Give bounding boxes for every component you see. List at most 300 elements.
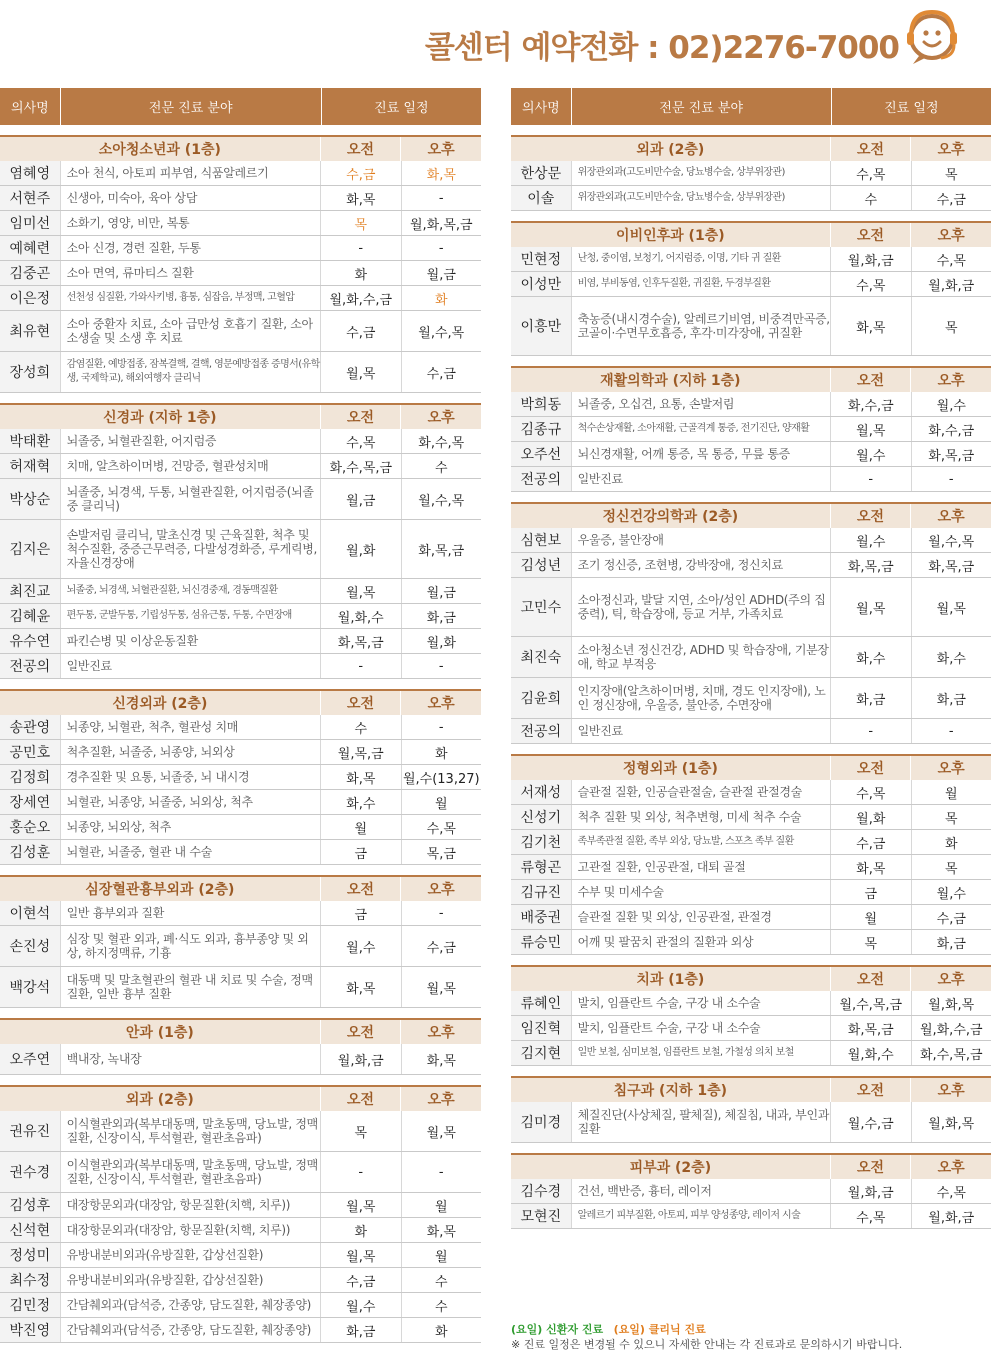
department-section	[511, 965, 991, 1066]
department-section	[511, 502, 991, 744]
doctor-row	[0, 1111, 481, 1152]
specialty-text: 슬관절 질환 및 외상, 인공관절, 관절경	[572, 905, 831, 929]
doctor-name[interactable]: 전공의	[511, 467, 572, 491]
doctor-name[interactable]: 이성만	[511, 272, 572, 296]
am-schedule: -	[321, 236, 402, 260]
doctor-name[interactable]: 최진숙	[511, 637, 572, 677]
doctor-row	[0, 311, 481, 352]
pm-schedule: 화,목,금	[418, 543, 465, 559]
am-schedule: 수,목	[831, 780, 912, 804]
specialty-text: 백내장, 녹내장	[61, 1044, 321, 1074]
am-schedule: 화	[321, 261, 402, 285]
doctor-name[interactable]: 권수경	[0, 1152, 61, 1192]
specialty-text: 경추질환 및 요통, 뇌졸중, 뇌 내시경	[61, 765, 321, 789]
doctor-row	[0, 815, 481, 840]
specialty-text: 소화기, 영양, 비만, 복통	[61, 211, 321, 235]
pm-schedule: 목,금	[426, 846, 456, 862]
am-schedule: 수	[831, 186, 912, 210]
specialty-text: 간담췌외과(담석증, 간종양, 담도질환, 췌장종양)	[61, 1318, 321, 1342]
am-label: 오전	[831, 368, 912, 392]
doctor-name[interactable]: 임진혁	[511, 1016, 572, 1040]
specialty-text: 이식혈관외과(복부대동맥, 말초동맥, 당뇨발, 정맥질환, 신장이식, 투석혈관, 혈관초음파)	[61, 1152, 321, 1192]
pm-schedule: 화	[434, 1324, 448, 1340]
doctor-name[interactable]: 장성희	[0, 352, 61, 392]
doctor-name[interactable]: 김성후	[0, 1193, 61, 1217]
specialty-text: 위장관외과(고도비만수술, 당뇨병수술, 상부위장관)	[572, 186, 831, 210]
department-title: 재활의학과 (지하 1층)	[511, 368, 831, 392]
am-schedule: 월,금	[321, 479, 402, 519]
am-schedule: 월,목	[321, 1193, 402, 1217]
pm-schedule: 월,목	[426, 981, 456, 997]
doctor-name[interactable]: 홍순오	[0, 815, 61, 839]
pm-schedule: 월,금	[426, 585, 456, 601]
pm-schedule: 월,목	[426, 1125, 456, 1141]
department-header	[511, 366, 991, 392]
am-schedule: 화,수	[321, 790, 402, 814]
doctor-row	[511, 805, 991, 830]
doctor-name[interactable]: 최수정	[0, 1268, 61, 1292]
specialty-text: 뇌종양, 뇌외상, 척추	[61, 815, 321, 839]
pm-schedule: 화,금	[936, 936, 966, 952]
specialty-text: 편두통, 군발두통, 기립성두통, 섬유근통, 두통, 수면장애	[61, 604, 321, 628]
pm-schedule: 목	[944, 811, 958, 827]
specialty-text: 척추 질환 및 외상, 척추변형, 미세 척추 수술	[572, 805, 831, 829]
doctor-name[interactable]: 송관영	[0, 715, 61, 739]
pm-label: 오후	[937, 509, 965, 525]
doctor-name[interactable]: 최진교	[0, 579, 61, 603]
header-schedule: 진료 일정	[884, 101, 939, 116]
am-schedule: 월,화,금	[321, 1044, 402, 1074]
legend	[511, 1322, 902, 1352]
specialty-text: 신생아, 미숙아, 육아 상담	[61, 186, 321, 210]
table-header-left	[0, 88, 481, 125]
pm-schedule: 월,화,금	[928, 1210, 975, 1226]
specialty-text: 조기 정신증, 조현병, 강박장애, 정신치료	[572, 553, 831, 577]
am-label: 오전	[831, 1078, 912, 1102]
doctor-row	[0, 520, 481, 579]
pm-schedule: 월,수,목	[418, 325, 465, 341]
department-title: 심장혈관흉부외과 (2층)	[0, 877, 321, 901]
doctor-name[interactable]: 권유진	[0, 1111, 61, 1151]
doctor-row	[511, 186, 991, 211]
specialty-text: 우울증, 불안장애	[572, 528, 831, 552]
doctor-name[interactable]: 오주선	[511, 442, 572, 466]
doctor-row	[0, 286, 481, 311]
pm-schedule: 월,수	[936, 398, 966, 414]
doctor-row	[511, 905, 991, 930]
am-schedule: 월,목	[321, 1243, 402, 1267]
pm-schedule: 수,목	[936, 253, 966, 269]
specialty-text: 소아정신과, 발달 지연, 소아/성인 ADHD(주의 집중력), 틱, 학습장애, 등교 거부, 가족치료	[572, 578, 831, 636]
am-schedule: 금	[321, 901, 402, 925]
specialty-text: 소아 신경, 경련 질환, 두통	[61, 236, 321, 260]
am-schedule: 목	[321, 1111, 402, 1151]
pm-schedule: 월,수	[936, 886, 966, 902]
am-schedule: 화,수,목,금	[321, 454, 402, 478]
am-schedule: 월,화,수	[321, 604, 402, 628]
specialty-text: 어깨 및 팔꿈치 관절의 질환과 외상	[572, 930, 831, 954]
pm-schedule: 월	[434, 796, 448, 812]
doctor-name[interactable]: 김지은	[0, 520, 61, 578]
am-schedule: 화,목	[831, 855, 912, 879]
pm-schedule: 월,수,목	[418, 493, 465, 509]
pm-schedule: 월	[944, 786, 958, 802]
am-label: 오전	[831, 223, 912, 247]
specialty-text: 뇌혈관, 뇌종양, 뇌졸중, 뇌외상, 척추	[61, 790, 321, 814]
specialty-text: 대장항문외과(대장암, 항문질환(치핵, 치루))	[61, 1193, 321, 1217]
am-schedule: 화,목	[321, 765, 402, 789]
doctor-row	[0, 740, 481, 765]
doctor-name[interactable]: 서재성	[511, 780, 572, 804]
pm-schedule: 월,수(13,27)	[402, 771, 480, 787]
header-schedule: 진료 일정	[374, 101, 429, 116]
department-header	[0, 875, 481, 901]
am-label: 오전	[831, 137, 912, 161]
specialty-text: 축농증(내시경수술), 알레르기비염, 비중격만곡증, 코골이·수면무호흡증, 후각·미각장애, 귀질환	[572, 297, 831, 355]
pm-schedule: 월,화,목,금	[409, 217, 473, 233]
doctor-name[interactable]: 모현진	[511, 1204, 572, 1228]
am-schedule: 화,목,금	[321, 629, 402, 653]
doctor-name[interactable]: 최유현	[0, 311, 61, 351]
header-specialty: 전문 진료 분야	[572, 88, 832, 125]
am-schedule: 목	[321, 211, 402, 235]
department-section	[511, 366, 991, 492]
pm-schedule: 월,화,목	[928, 1116, 975, 1132]
doctor-row	[511, 930, 991, 955]
doctor-name[interactable]: 심현보	[511, 528, 572, 552]
specialty-text: 이식혈관외과(복부대동맥, 말초동맥, 당뇨발, 정맥질환, 신장이식, 투석혈관, 혈관초음파)	[61, 1111, 321, 1151]
legend-clinic: (요일) 클리닉 진료	[613, 1323, 706, 1336]
doctor-name[interactable]: 이은정	[0, 286, 61, 310]
doctor-row	[511, 417, 991, 442]
doctor-name[interactable]: 이현석	[0, 901, 61, 925]
doctor-row	[0, 352, 481, 393]
pm-schedule: 수,목	[936, 1185, 966, 1201]
specialty-text: 파킨슨병 및 이상운동질환	[61, 629, 321, 653]
doctor-name[interactable]: 김성훈	[0, 840, 61, 864]
pm-schedule: 수,금	[426, 366, 456, 382]
department-header	[0, 1018, 481, 1044]
pm-schedule: -	[438, 240, 444, 256]
doctor-name[interactable]: 이흥만	[511, 297, 572, 355]
specialty-text: 대장항문외과(대장암, 항문질환(치핵, 치루))	[61, 1218, 321, 1242]
doctor-row	[511, 637, 991, 678]
am-schedule: 화,수	[831, 637, 912, 677]
pm-schedule: 화,목	[426, 1224, 456, 1240]
department-header	[0, 689, 481, 715]
pm-schedule: 수	[434, 1274, 448, 1290]
doctor-name[interactable]: 김규진	[511, 880, 572, 904]
legend-new-patient: (요일) 신환자 진료	[511, 1323, 604, 1336]
am-label: 오전	[831, 756, 912, 780]
pm-schedule: -	[438, 719, 444, 735]
pm-label: 오후	[937, 373, 965, 389]
pm-label: 오후	[427, 882, 455, 898]
doctor-name[interactable]: 한상문	[511, 161, 572, 185]
doctor-row	[511, 578, 991, 637]
pm-schedule: -	[438, 1164, 444, 1180]
am-schedule: 수,목	[831, 161, 912, 185]
doctor-row	[511, 991, 991, 1016]
specialty-text: 뇌신경재활, 어깨 통증, 목 통증, 무릎 통증	[572, 442, 831, 466]
am-schedule: 월,수,목,금	[831, 991, 912, 1015]
doctor-row	[0, 629, 481, 654]
doctor-name[interactable]: 김민정	[0, 1293, 61, 1317]
am-schedule: 화	[321, 1218, 402, 1242]
am-schedule: -	[831, 467, 912, 491]
doctor-name[interactable]: 류승민	[511, 930, 572, 954]
specialty-text: 건선, 백반증, 흉터, 레이저	[572, 1179, 831, 1203]
department-section	[0, 1018, 481, 1075]
doctor-row	[0, 790, 481, 815]
doctor-row	[0, 1152, 481, 1193]
pm-schedule: 월,화	[426, 635, 456, 651]
doctor-row	[511, 297, 991, 356]
department-header	[0, 1085, 481, 1111]
doctor-name[interactable]: 류형곤	[511, 855, 572, 879]
am-schedule: 금	[321, 840, 402, 864]
specialty-text: 뇌졸중, 오십견, 요통, 손발저림	[572, 392, 831, 416]
am-schedule: 월,수	[831, 442, 912, 466]
doctor-row	[511, 855, 991, 880]
department-title: 정신건강의학과 (2층)	[511, 504, 831, 528]
pm-schedule: 월,화,수,금	[919, 1022, 983, 1038]
am-schedule: -	[321, 654, 402, 678]
right-sections	[511, 135, 991, 1229]
pm-schedule: 월,화,목	[928, 997, 975, 1013]
pm-schedule: 화,수,목	[418, 435, 465, 451]
department-section	[511, 1076, 991, 1143]
pm-schedule: 월,수,목	[928, 534, 975, 550]
am-schedule: 월,화	[321, 520, 402, 578]
doctor-name[interactable]: 정성미	[0, 1243, 61, 1267]
doctor-name[interactable]: 전공의	[0, 654, 61, 678]
pm-schedule: -	[438, 190, 444, 206]
specialty-text: 뇌종양, 뇌혈관, 척추, 혈관성 치매	[61, 715, 321, 739]
am-schedule: 월,수	[321, 1293, 402, 1317]
department-section	[0, 1085, 481, 1343]
doctor-name[interactable]: 공민호	[0, 740, 61, 764]
pm-schedule: 화,목,금	[928, 448, 975, 464]
doctor-name[interactable]: 박태환	[0, 429, 61, 453]
pm-schedule: -	[438, 658, 444, 674]
department-header	[511, 965, 991, 991]
specialty-text: 유방내분비외과(유방질환, 갑상선질환)	[61, 1268, 321, 1292]
left-sections	[0, 135, 481, 1343]
specialty-text: 발치, 임플란트 수술, 구강 내 소수술	[572, 1016, 831, 1040]
doctor-name[interactable]: 고민수	[511, 578, 572, 636]
am-schedule: 수,금	[321, 1268, 402, 1292]
doctor-row	[0, 765, 481, 790]
doctor-name[interactable]: 민현정	[511, 247, 572, 271]
specialty-text: 슬관절 질환, 인공슬관절술, 슬관절 관절경술	[572, 780, 831, 804]
doctor-row	[511, 442, 991, 467]
doctor-name[interactable]: 김수경	[511, 1179, 572, 1203]
am-schedule: 월,목,금	[321, 740, 402, 764]
doctor-name[interactable]: 장세연	[0, 790, 61, 814]
doctor-row	[0, 1318, 481, 1343]
doctor-row	[0, 479, 481, 520]
am-schedule: 화,금	[831, 678, 912, 718]
pm-schedule: 수	[434, 460, 448, 476]
am-schedule: -	[831, 719, 912, 743]
department-header	[511, 502, 991, 528]
legend-note: ※ 진료 일정은 변경될 수 있으니 자세한 안내는 각 진료과로 문의하시기 바랍니다.	[511, 1338, 903, 1351]
am-schedule: 월	[831, 905, 912, 929]
doctor-name[interactable]: 김미경	[511, 1102, 572, 1142]
department-header	[0, 135, 481, 161]
pm-label: 오후	[427, 696, 455, 712]
department-header	[511, 1153, 991, 1179]
doctor-name[interactable]: 이솔	[511, 186, 572, 210]
doctor-name[interactable]: 배중권	[511, 905, 572, 929]
doctor-row	[0, 967, 481, 1008]
pm-schedule: 화,목	[426, 167, 456, 183]
doctor-row	[511, 528, 991, 553]
doctor-name[interactable]: 손진성	[0, 926, 61, 966]
doctor-name[interactable]: 김성년	[511, 553, 572, 577]
doctor-row	[511, 1016, 991, 1041]
am-schedule: 월,목	[321, 352, 402, 392]
am-label: 오전	[321, 691, 402, 715]
specialty-text: 고관절 질환, 인공관절, 대퇴 골절	[572, 855, 831, 879]
department-header	[0, 403, 481, 429]
pm-schedule: -	[948, 471, 954, 487]
doctor-name[interactable]: 오주연	[0, 1044, 61, 1074]
doctor-name[interactable]: 서현주	[0, 186, 61, 210]
am-schedule: 월,화	[831, 805, 912, 829]
am-schedule: 월,수,금	[831, 1102, 912, 1142]
specialty-text: 뇌졸중, 뇌경색, 뇌혈관질환, 뇌신경중재, 경동맥질환	[61, 579, 321, 603]
specialty-text: 발치, 임플란트 수술, 구강 내 소수술	[572, 991, 831, 1015]
doctor-name[interactable]: 박상순	[0, 479, 61, 519]
doctor-name[interactable]: 염혜영	[0, 161, 61, 185]
doctor-name[interactable]: 김지현	[511, 1041, 572, 1065]
department-section	[511, 1153, 991, 1229]
doctor-name[interactable]: 김중곤	[0, 261, 61, 285]
doctor-row	[0, 654, 481, 679]
doctor-name[interactable]: 신성기	[511, 805, 572, 829]
department-title: 외과 (2층)	[511, 137, 831, 161]
doctor-name[interactable]: 예혜련	[0, 236, 61, 260]
headset-agent-icon	[901, 6, 963, 68]
doctor-row	[511, 1041, 991, 1066]
doctor-row	[0, 715, 481, 740]
department-section	[0, 875, 481, 1008]
specialty-text: 뇌졸중, 뇌경색, 두통, 뇌혈관질환, 어지럼증(뇌졸중 클리닉)	[61, 479, 321, 519]
header-doctor: 의사명	[0, 88, 61, 125]
pm-label: 오후	[427, 142, 455, 158]
doctor-row	[0, 579, 481, 604]
doctor-row	[511, 553, 991, 578]
am-label: 오전	[831, 504, 912, 528]
am-schedule: 월,화,금	[831, 1179, 912, 1203]
doctor-row	[0, 840, 481, 865]
pm-label: 오후	[937, 228, 965, 244]
am-schedule: 수,목	[321, 429, 402, 453]
pm-schedule: 화,금	[936, 692, 966, 708]
am-schedule: 월	[321, 815, 402, 839]
doctor-name[interactable]: 김혜윤	[0, 604, 61, 628]
specialty-text: 위장관외과(고도비만수술, 당뇨병수술, 상부위장관)	[572, 161, 831, 185]
am-schedule: 월,목	[321, 579, 402, 603]
specialty-text: 일반진료	[572, 467, 831, 491]
pm-label: 오후	[427, 410, 455, 426]
specialty-text: 일반 흉부외과 질환	[61, 901, 321, 925]
department-title: 신경과 (지하 1층)	[0, 405, 321, 429]
pm-schedule: 화	[944, 836, 958, 852]
pm-schedule: 화,수,금	[928, 423, 975, 439]
specialty-text: 일반 보철, 심미보철, 임플란트 보철, 가철성 의치 보철	[572, 1041, 831, 1065]
doctor-name[interactable]: 류혜인	[511, 991, 572, 1015]
specialty-text: 수부 및 미세수술	[572, 880, 831, 904]
specialty-text: 소아청소년 정신건강, ADHD 및 학습장애, 기분장애, 학교 부적응	[572, 637, 831, 677]
doctor-row	[511, 780, 991, 805]
department-title: 치과 (1층)	[511, 967, 831, 991]
doctor-name[interactable]: 김정희	[0, 765, 61, 789]
specialty-text: 소아 면역, 류마티스 질환	[61, 261, 321, 285]
doctor-row	[0, 1193, 481, 1218]
doctor-name[interactable]: 신석현	[0, 1218, 61, 1242]
call-center-phone[interactable]: 콜센터 예약전화 : 02)2276-7000	[424, 30, 899, 66]
pm-schedule: 화,수,목,금	[919, 1047, 983, 1063]
doctor-name[interactable]: 박희동	[511, 392, 572, 416]
doctor-name[interactable]: 유수연	[0, 629, 61, 653]
specialty-text: 족부족관절 질환, 족부 외상, 당뇨발, 스포츠 족부 질환	[572, 830, 831, 854]
doctor-row	[511, 1179, 991, 1204]
doctor-row	[511, 272, 991, 297]
pm-schedule: 월,목	[936, 601, 966, 617]
doctor-row	[0, 1044, 481, 1075]
pm-schedule: 수,목	[426, 821, 456, 837]
header-doctor: 의사명	[511, 88, 572, 125]
specialty-text: 일반진료	[61, 654, 321, 678]
doctor-name[interactable]: 전공의	[511, 719, 572, 743]
am-label: 오전	[321, 405, 402, 429]
doctor-name[interactable]: 박진영	[0, 1318, 61, 1342]
doctor-row	[0, 236, 481, 261]
specialty-text: 인지장애(알츠하이머병, 치매, 경도 인지장애), 노인 정신장애, 우울증, 불안증, 수면장애	[572, 678, 831, 718]
am-schedule: 수,금	[321, 311, 402, 351]
pm-schedule: 수,금	[936, 911, 966, 927]
left-column	[0, 88, 481, 1343]
doctor-name[interactable]: 임미선	[0, 211, 61, 235]
doctor-name[interactable]: 김기천	[511, 830, 572, 854]
am-label: 오전	[831, 967, 912, 991]
am-schedule: 화,목	[321, 967, 402, 1007]
doctor-name[interactable]: 김윤희	[511, 678, 572, 718]
department-section	[0, 135, 481, 393]
specialty-text: 간담췌외과(담석증, 간종양, 담도질환, 췌장종양)	[61, 1293, 321, 1317]
pm-schedule: 화,수	[936, 651, 966, 667]
specialty-text: 심장 및 혈관 외과, 폐·식도 외과, 흉부종양 및 외상, 하지정맥류, 기흉	[61, 926, 321, 966]
pm-schedule: 목	[944, 167, 958, 183]
page-header	[0, 0, 991, 80]
doctor-name[interactable]: 허재혁	[0, 454, 61, 478]
pm-schedule: 화,금	[426, 610, 456, 626]
department-section	[511, 754, 991, 955]
department-section	[511, 135, 991, 211]
am-schedule: 목	[831, 930, 912, 954]
department-header	[511, 754, 991, 780]
doctor-name[interactable]: 백강석	[0, 967, 61, 1007]
pm-schedule: 화	[434, 292, 448, 308]
doctor-name[interactable]: 김종규	[511, 417, 572, 441]
specialty-text: 소아 중환자 치료, 소아 급만성 호흡기 질환, 소아 소생술 및 소생 후 치료	[61, 311, 321, 351]
am-label: 오전	[321, 1087, 402, 1111]
am-schedule: 월,수	[831, 528, 912, 552]
doctor-row	[511, 719, 991, 744]
